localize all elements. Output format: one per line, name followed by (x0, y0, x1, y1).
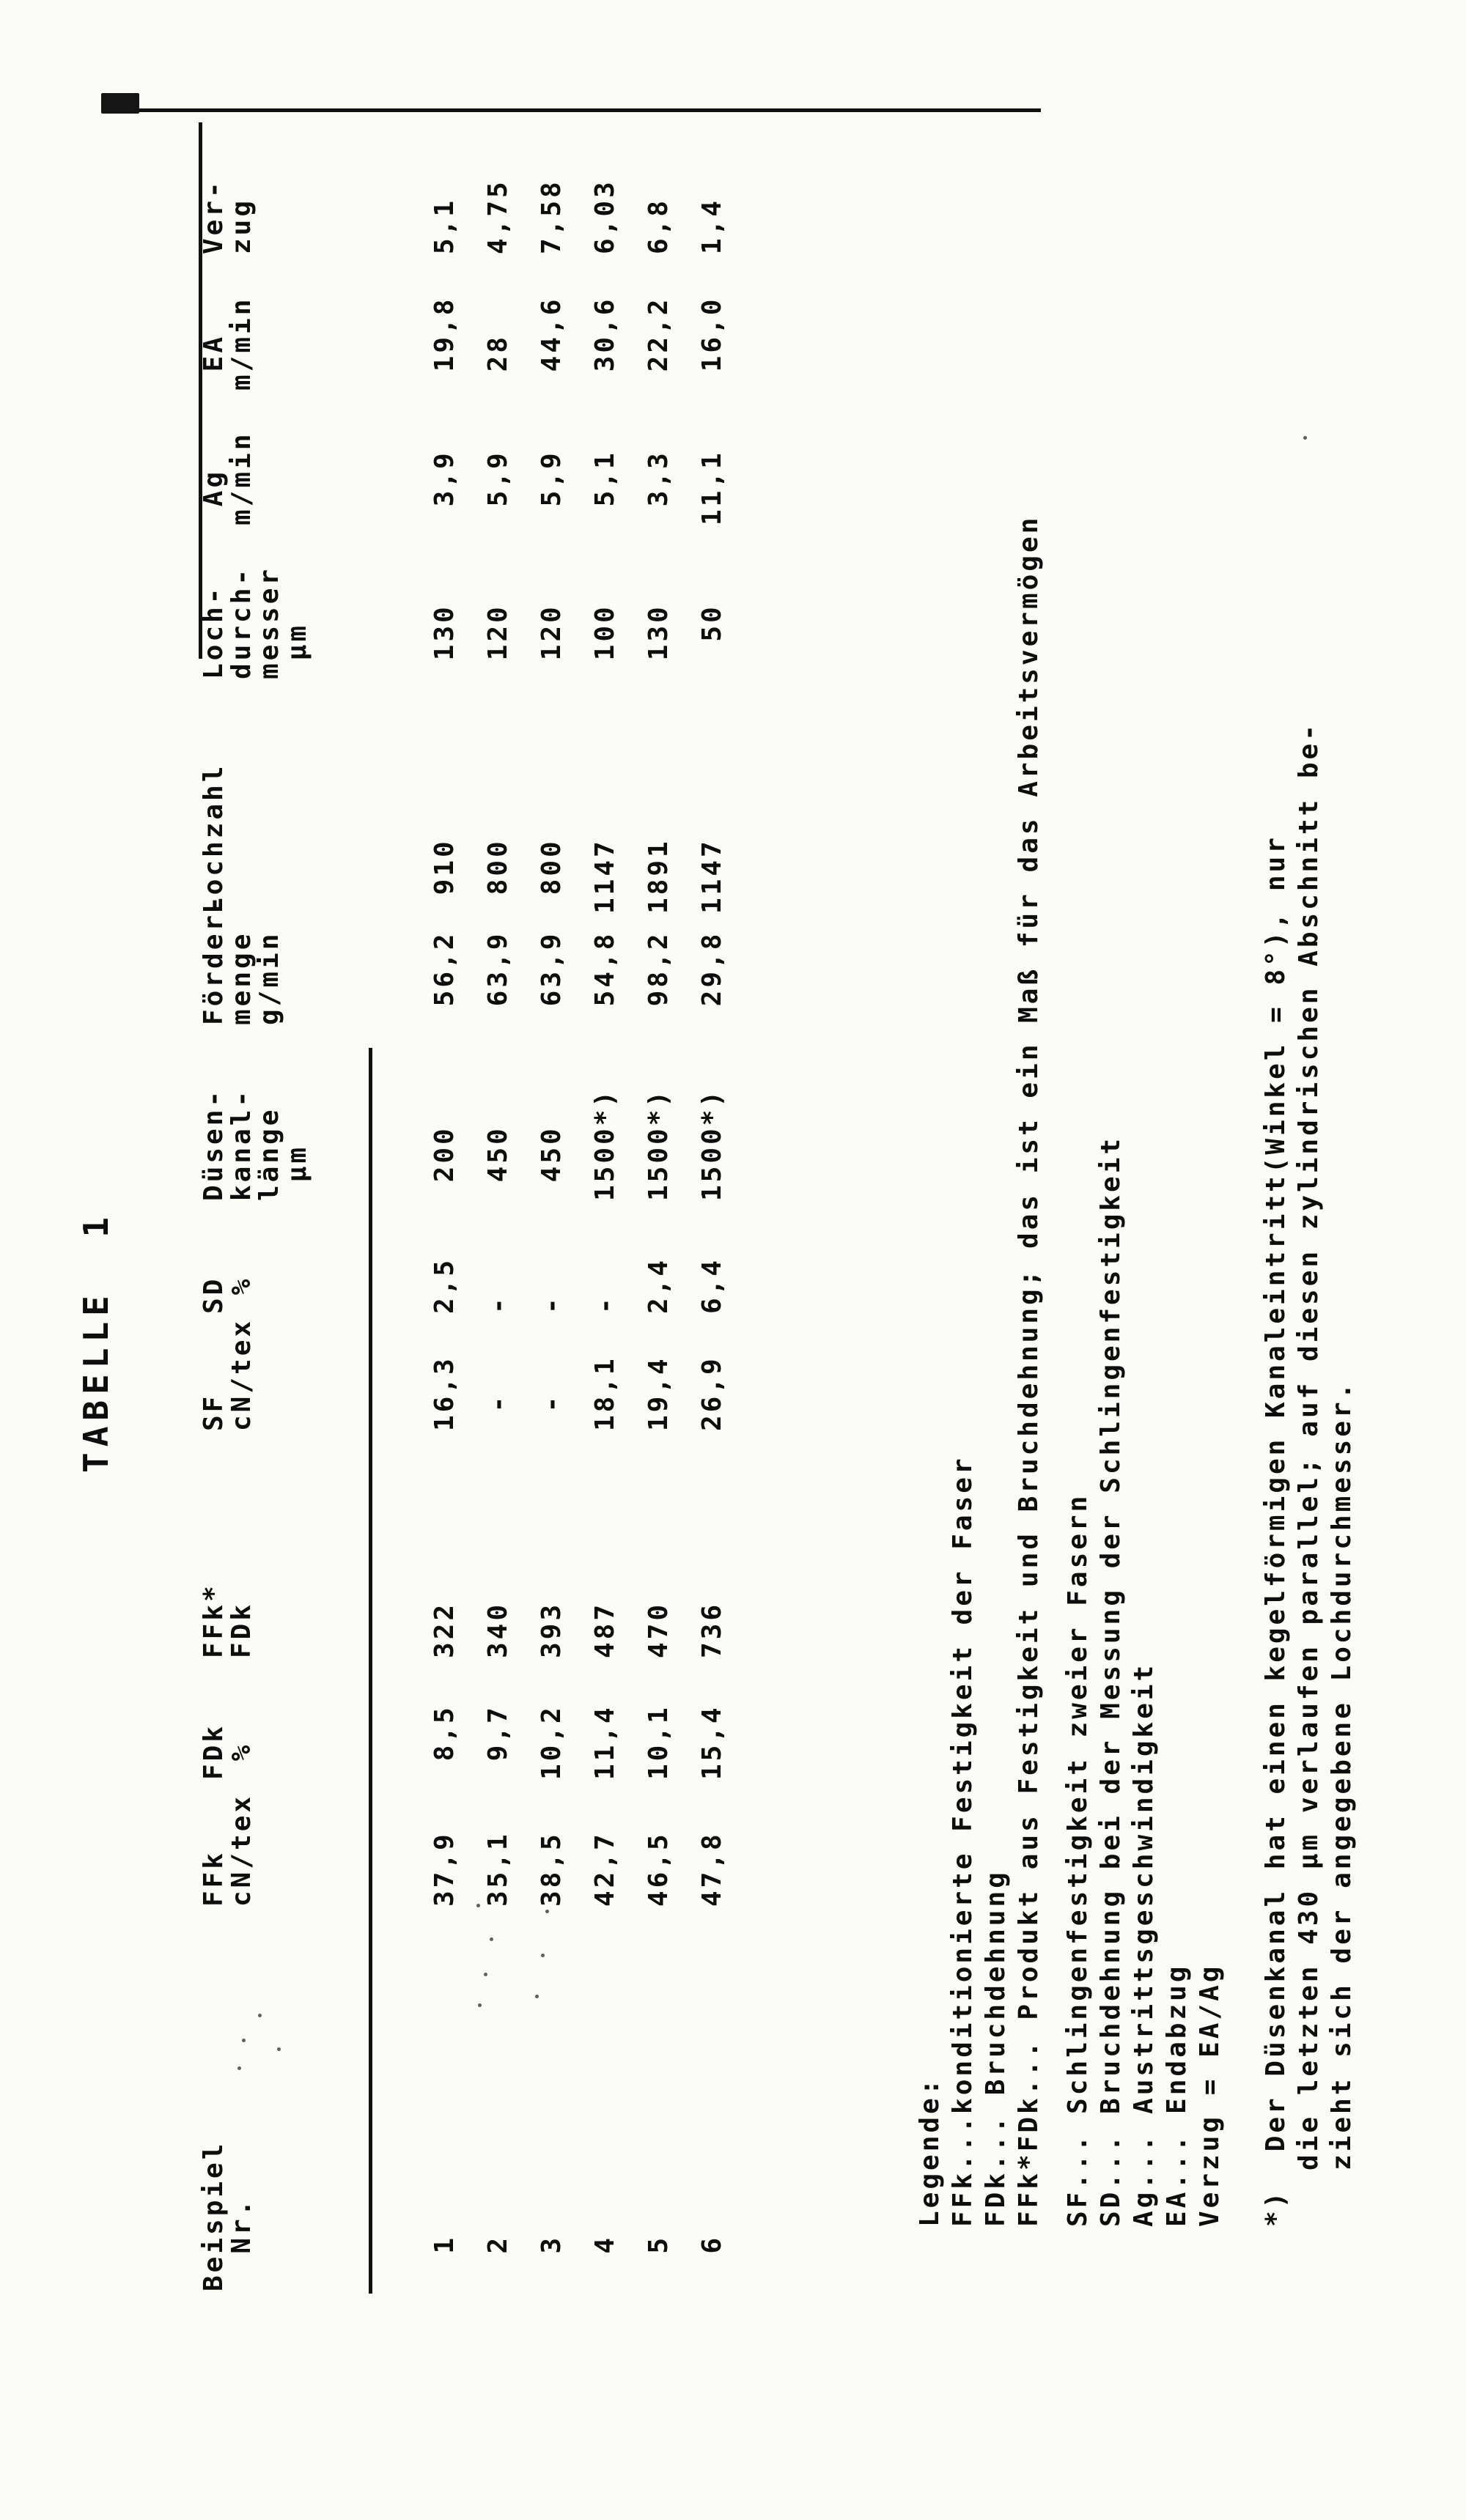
legend-line: EA... Endabzug (1162, 1963, 1192, 2227)
table-cell-ffk-row4: 42,7 (590, 1831, 620, 1907)
table-cell-ag-row4: 5,1 (590, 450, 620, 525)
table-cell-beispiel-nr-row2: 2 (483, 2234, 513, 2291)
table-cell-sf-row4: 18,1 (590, 1356, 620, 1431)
table-cell-ffk-mal-fdk-row1: 322 (430, 1601, 460, 1658)
column-header-sd: SD (199, 1276, 229, 1314)
table-cell-lochzahl-row3: 800 (537, 838, 567, 914)
table-header-separator-rule-left-segment (369, 1048, 372, 2294)
table-right-border-rule (137, 108, 1041, 112)
column-header-lochzahl: Lochzahl (199, 763, 229, 914)
table-cell-sf-row5: 19,4 (644, 1356, 674, 1431)
footnote-line: die letzten 430 µm verlaufen parallel; auf diesen zylindrischen Abschnitt be- (1294, 722, 1324, 2227)
table-cell-ffk-row5: 46,5 (644, 1831, 674, 1907)
column-header-ffk: cN/tex (226, 1793, 257, 1907)
column-header-ffk-mal-fdk: FFk* (199, 1583, 229, 1658)
table-cell-fdk-row5: 10,1 (644, 1704, 674, 1780)
column-header-beispiel-nr: Nr. (226, 2197, 257, 2291)
table-cell-ea-row6: 16,0 (697, 296, 727, 391)
column-header-lochdurchmesser: µm (282, 622, 312, 679)
column-header-ea: EA (199, 333, 229, 391)
table-cell-ffk-mal-fdk-row5: 470 (644, 1601, 674, 1658)
column-header-fdk: % (226, 1742, 257, 1780)
table-cell-ffk-row3: 38,5 (537, 1831, 567, 1907)
column-header-beispiel-nr: Beispiel (199, 2140, 229, 2291)
table-cell-fdk-row1: 8,5 (430, 1704, 460, 1780)
footnote-line: *) Der Düsenkanal hat einen kegelförmigen Kanaleintritt(Winkel = 8°), nur (1261, 835, 1291, 2227)
table-cell-ea-row3: 44,6 (537, 296, 567, 391)
column-header-duesenkanallaenge: Düsen- (199, 1087, 229, 1201)
table-cell-lochdurchmesser-row2: 120 (483, 604, 513, 679)
scan-dot-artifact (476, 1904, 480, 1907)
column-header-ffk-mal-fdk: FDk (226, 1601, 257, 1658)
table-cell-duesenkanallaenge-row3: 450 (537, 1126, 567, 1201)
scan-dot-artifact (237, 2066, 241, 2070)
table-cell-sd-row2: - (483, 1295, 513, 1314)
table-cell-fdk-row2: 9,7 (483, 1704, 513, 1780)
table-cell-verzug-row4: 6,03 (590, 179, 620, 254)
table-cell-verzug-row1: 5,1 (430, 197, 460, 254)
table-cell-foerdermenge-row6: 29,8 (697, 931, 727, 1025)
table-cell-beispiel-nr-row3: 3 (537, 2234, 567, 2291)
table-cell-ag-row5: 3,3 (644, 450, 674, 525)
table-cell-ag-row6: 11,1 (697, 450, 727, 525)
table-cell-beispiel-nr-row5: 5 (644, 2234, 674, 2291)
column-header-sf: SF (199, 1393, 229, 1431)
legend-line: FFk...konditionierte Festigkeit der Faser (948, 1455, 978, 2227)
table-cell-sd-row3: - (537, 1295, 567, 1314)
column-header-sf: cN/tex (226, 1318, 257, 1431)
column-header-foerdermenge: menge (226, 931, 257, 1025)
legend-line: Verzug = EA/Ag (1195, 1963, 1225, 2227)
column-header-verzug: Ver- (199, 179, 229, 254)
table-cell-duesenkanallaenge-row4: 1500*) (590, 1087, 620, 1201)
column-header-duesenkanallaenge: µm (282, 1144, 312, 1201)
scan-dot-artifact (478, 2003, 482, 2007)
table-cell-lochzahl-row2: 800 (483, 838, 513, 914)
column-header-duesenkanallaenge: kanal- (226, 1087, 257, 1201)
column-header-ea: m/min (226, 296, 257, 391)
scan-dot-artifact (541, 1954, 545, 1957)
column-header-duesenkanallaenge: länge (254, 1106, 284, 1201)
table-cell-ffk-row1: 37,9 (430, 1831, 460, 1907)
page-title: TABELLE 1 (76, 1211, 116, 1473)
table-cell-foerdermenge-row1: 56,2 (430, 931, 460, 1025)
table-cell-lochdurchmesser-row6: 50 (697, 604, 727, 679)
table-cell-verzug-row5: 6,8 (644, 197, 674, 254)
column-header-ffk: FFk (199, 1850, 229, 1907)
table-cell-ffk-mal-fdk-row4: 487 (590, 1601, 620, 1658)
table-cell-foerdermenge-row4: 54,8 (590, 931, 620, 1025)
column-header-ag: m/min (226, 431, 257, 525)
scan-ink-blob (101, 93, 139, 114)
legend-heading: Legende: (915, 2076, 945, 2227)
table-cell-sd-row5: 2,4 (644, 1257, 674, 1314)
table-cell-lochdurchmesser-row1: 130 (430, 604, 460, 679)
legend-line: FFk*FDk... Produkt aus Festigkeit und Bruchdehnung; das ist ein Maß für das Arbeitsvermögen (1014, 514, 1044, 2227)
table-cell-ffk-mal-fdk-row2: 340 (483, 1601, 513, 1658)
column-header-verzug: zug (226, 197, 257, 254)
table-cell-duesenkanallaenge-row5: 1500*) (644, 1087, 674, 1201)
table-cell-ffk-mal-fdk-row3: 393 (537, 1601, 567, 1658)
table-cell-sf-row6: 26,9 (697, 1356, 727, 1431)
column-header-fdk: FDk (199, 1723, 229, 1780)
table-cell-fdk-row6: 15,4 (697, 1704, 727, 1780)
legend-line: SD... Bruchdehnung bei der Messung der Schlingenfestigkeit (1096, 1135, 1126, 2227)
table-cell-sd-row4: - (590, 1295, 620, 1314)
table-cell-ffk-row2: 35,1 (483, 1831, 513, 1907)
scan-dot-artifact (1303, 436, 1307, 440)
table-cell-sf-row2: - (483, 1393, 513, 1431)
table-cell-beispiel-nr-row6: 6 (697, 2234, 727, 2291)
column-header-lochdurchmesser: Loch- (199, 585, 229, 679)
table-cell-foerdermenge-row2: 63,9 (483, 931, 513, 1025)
legend-line: FDk... Bruchdehnung (981, 1869, 1011, 2227)
table-cell-foerdermenge-row3: 63,9 (537, 931, 567, 1025)
table-cell-ag-row3: 5,9 (537, 450, 567, 525)
table-cell-duesenkanallaenge-row2: 450 (483, 1126, 513, 1201)
table-cell-sf-row3: - (537, 1393, 567, 1431)
table-cell-duesenkanallaenge-row1: 200 (430, 1126, 460, 1201)
table-cell-lochzahl-row5: 1891 (644, 838, 674, 914)
legend-line: SF... Schlingenfestigkeit zweier Fasern (1063, 1493, 1093, 2227)
table-cell-beispiel-nr-row1: 1 (430, 2234, 460, 2291)
table-cell-sd-row6: 6,4 (697, 1257, 727, 1314)
scan-dot-artifact (258, 2014, 262, 2017)
table-cell-verzug-row3: 7,58 (537, 179, 567, 254)
table-cell-foerdermenge-row5: 98,2 (644, 931, 674, 1025)
scan-dot-artifact (545, 1910, 549, 1913)
scan-dot-artifact (277, 2047, 281, 2051)
legend-line: Ag... Austrittsgeschwindigkeit (1129, 1662, 1159, 2227)
table-cell-ea-row4: 30,6 (590, 296, 620, 391)
table-cell-lochzahl-row6: 1147 (697, 838, 727, 914)
table-cell-ffk-row6: 47,8 (697, 1831, 727, 1907)
table-cell-fdk-row4: 11,4 (590, 1704, 620, 1780)
table-cell-ffk-mal-fdk-row6: 736 (697, 1601, 727, 1658)
table-cell-ea-row2: 28 (483, 333, 513, 391)
column-header-lochdurchmesser: messer (254, 566, 284, 679)
footnote-line: zieht sich der angegebene Lochdurchmesser. (1327, 1380, 1357, 2227)
table-cell-ea-row5: 22,2 (644, 296, 674, 391)
table-cell-ag-row2: 5,9 (483, 450, 513, 525)
table-cell-duesenkanallaenge-row6: 1500*) (697, 1087, 727, 1201)
scan-dot-artifact (535, 1995, 539, 1998)
column-header-foerdermenge: g/min (254, 931, 284, 1025)
table-cell-lochdurchmesser-row3: 120 (537, 604, 567, 679)
column-header-lochdurchmesser: durch- (226, 566, 257, 679)
table-cell-lochdurchmesser-row4: 100 (590, 604, 620, 679)
table-cell-ag-row1: 3,9 (430, 450, 460, 525)
column-header-ag: Ag (199, 468, 229, 525)
table-cell-sf-row1: 16,3 (430, 1356, 460, 1431)
table-cell-lochzahl-row4: 1147 (590, 838, 620, 914)
table-cell-sd-row1: 2,5 (430, 1257, 460, 1314)
table-cell-verzug-row6: 1,4 (697, 197, 727, 254)
table-cell-lochzahl-row1: 910 (430, 838, 460, 914)
scan-dot-artifact (242, 2039, 246, 2042)
table-cell-ea-row1: 19,8 (430, 296, 460, 391)
table-cell-verzug-row2: 4,75 (483, 179, 513, 254)
table-cell-beispiel-nr-row4: 4 (590, 2234, 620, 2291)
table-cell-lochdurchmesser-row5: 130 (644, 604, 674, 679)
column-header-sd: % (226, 1276, 257, 1314)
column-header-foerdermenge: Förder- (199, 893, 229, 1025)
scan-dot-artifact (484, 1973, 487, 1976)
scan-dot-artifact (490, 1937, 493, 1941)
table-cell-fdk-row3: 10,2 (537, 1704, 567, 1780)
